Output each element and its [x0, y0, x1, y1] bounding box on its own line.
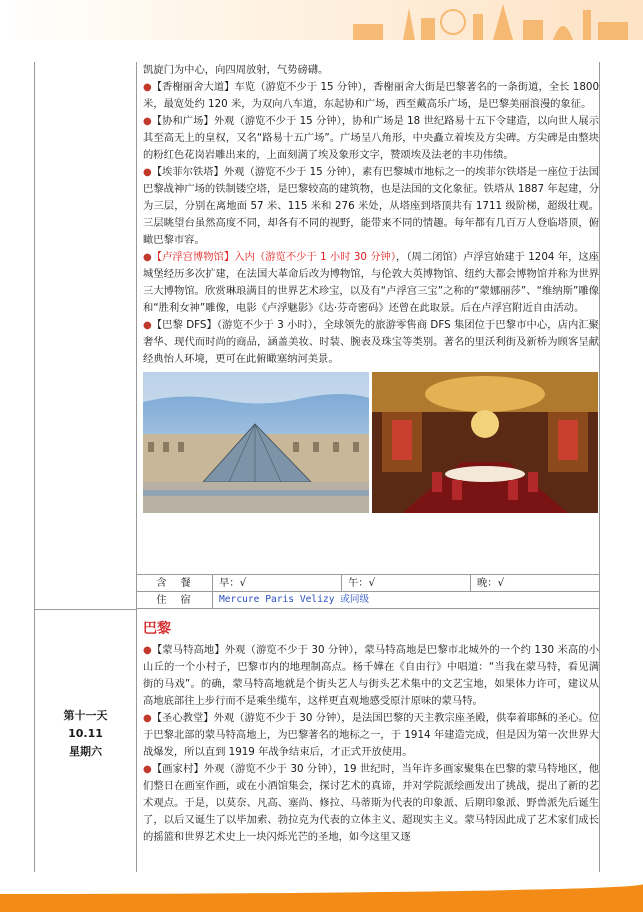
day-label: [35, 707, 136, 761]
day11-content: [143, 642, 599, 846]
attraction-title: 【画家村】: [151, 763, 204, 775]
attraction-eiffel: [143, 164, 599, 249]
attraction-title: 【香榭丽舍大道】: [151, 81, 235, 93]
meals-label: 含餐: [137, 575, 213, 591]
attraction-desc: ，是法国巴黎的天主教宗座圣殿，供奉着耶稣的圣心。位于巴黎北部的蒙马特高地上，为巴黎著名的地标之一，于 1914 年建造完成，但是因为第一次世界大战爆发，所以直到 1919 年战争结束后，才正式开放使用。: [143, 712, 600, 758]
attraction-desc: ，（周二闭馆）卢浮宫始建于 1204 年，这座城堡经历多次扩建，在法国大革命后改为博物馆，与伦敦大英博物馆、纽约大都会博物馆并称为世界三大博物馆。欣赏琳琅满目的世界艺术珍宝，以及有“卢浮宫三宝”之称的“蒙娜丽莎”、“维纳斯”雕像和“胜利女神”雕像，电影《卢浮魅影》《达·芬奇密码》还曾在此取景。后在卢浮宫附近自由活动。: [143, 251, 599, 314]
day-date: 10.11: [68, 727, 103, 740]
attraction-mode: 车览（游览不少于 15 分钟）: [234, 81, 363, 93]
attraction-mode: 外观（游览不少于 30 分钟）: [203, 763, 333, 775]
attraction-title: 【埃菲尔铁塔】: [151, 166, 224, 178]
attraction-desc: ，蒙马特高地是巴黎市北城外的一个约 130 米高的小山丘的一个小村子，巴黎市内的地理制高点。杨千嬅在《自由行》中唱道：“当我在蒙马特，看见满街的马戏”。的确，蒙马特高地就是个街头艺人与街头艺术集中的文艺宝地，如果体力许可，建议从高地底部往上步行而不是乘坐缆车，这样更直观地感受原汁原味的蒙马特。: [143, 644, 599, 707]
footer-band: [0, 884, 643, 912]
attraction-mode: 外观（游览不少于 15 分钟）: [213, 115, 342, 127]
attraction-dfs: [143, 317, 599, 368]
dinner-cell: 晚：√: [477, 577, 505, 589]
header-band: [0, 0, 643, 40]
attraction-desc: ，19 世纪时，当年许多画家聚集在巴黎的蒙马特地区，他们整日在画室作画，或在小酒馆集会，探讨艺术的真谛，并对学院派绘画发出了挑战，提出了新的艺术观点。于是，以莫奈、凡高、塞尚、修拉、马蒂斯为代表的印象派、后期印象派、野兽派先后诞生了，以后又诞生了以毕加索、勃拉克为代表的立体主义、超现实主义。蒙马特因此成了艺术家们成长的摇篮和世界艺术史上一块闪烁光芒的圣地，如今这里又逐: [143, 763, 600, 843]
attraction-mode: 外观（游览不少于 15 分钟）: [223, 166, 352, 178]
day10-content: [143, 62, 599, 513]
attraction-sacre-coeur: [143, 710, 599, 761]
hotel-label: 住宿: [137, 592, 213, 608]
day-weekday: 星期六: [69, 745, 102, 758]
bullet-icon: ●: [143, 645, 152, 656]
attraction-mode: （游览不少于 3 小时）: [216, 319, 314, 331]
attraction-mode: 入内（游览不少于 1 小时 30 分钟）: [234, 251, 397, 263]
louvre-pyramid-photo: [143, 372, 369, 513]
meals-row: [137, 575, 600, 592]
breakfast-cell: 早：√: [213, 575, 342, 591]
itinerary-table: [34, 62, 600, 872]
meals-hotel-table: [137, 574, 600, 609]
bullet-icon: ●: [143, 252, 152, 263]
day-separator: [35, 609, 136, 610]
attraction-desc: ，香榭丽舍大街是巴黎著名的一条街道，全长 1800 米，最宽处约 120 米，为双向八车道，东起协和广场，西至戴高乐广场，是巴黎美丽浪漫的象征。: [143, 81, 599, 110]
bullet-icon: ●: [143, 116, 152, 127]
attraction-title: 【协和广场】: [151, 115, 214, 127]
attraction-title: 【圣心教堂】: [151, 712, 214, 724]
attraction-mode: 外观（游览不少于 30 分钟）: [213, 712, 342, 724]
bullet-icon: ●: [143, 320, 152, 331]
day-column: [35, 62, 137, 872]
paris-skyline-icon: [343, 0, 643, 40]
attraction-montmartre: [143, 642, 599, 710]
attraction-mode: 外观（游览不少于 30 分钟）: [224, 644, 355, 656]
attraction-title: 【蒙马特高地】: [151, 644, 225, 656]
bullet-icon: ●: [143, 167, 152, 178]
attraction-louvre: [143, 249, 599, 317]
louvre-napoleon-apartments-photo: [372, 372, 598, 513]
attraction-desc: ，素有巴黎城市地标之一的埃菲尔铁塔是一座位于法国巴黎战神广场的铁制镂空塔，是巴黎较高的建筑物，也是法国的文化象征。铁塔从 1887 年起建，分为三层，分别在离地面 57 米、115 米和 276 米处，从塔座到塔顶共有 1711 级阶梯，超级壮观。三层眺望台虽然高度不同，却各有不同的视野，能带来不同的情趣。每年都有几百万人登临塔顶，俯瞰巴黎市容。: [143, 166, 600, 246]
attraction-title: 【巴黎 DFS】: [151, 319, 217, 331]
bullet-icon: ●: [143, 713, 152, 724]
attraction-desc: ，协和广场是 18 世纪路易十五下令建造，以向世人展示其至高无上的皇权，又名“路易十五广场”。广场呈八角形，中央矗立着埃及方尖碑。方尖碑是由整块的粉红色花岗岩雕出来的，上面刻满了埃及象形文字，赞颂埃及法老的丰功伟绩。: [143, 115, 600, 161]
attraction-concorde: [143, 113, 599, 164]
footer-curve: [0, 884, 643, 894]
day11-city: 巴黎: [143, 621, 171, 637]
bullet-icon: ●: [143, 764, 152, 775]
attraction-title: 【卢浮宫博物馆】: [151, 251, 235, 263]
attraction-desc: ，全球领先的旅游零售商 DFS 集团位于巴黎市中心，店内汇聚奢华、现代而时尚的商品，涵盖美妆、时装、腕表及珠宝等类别。著名的里沃利街及新桥为顾客呈献经典怡人环境，更可在此俯瞰塞纳河美景。: [143, 319, 599, 365]
photo-strip: [143, 372, 599, 513]
intro-tail: 凯旋门为中心，向四周放射，气势磅礴。: [143, 64, 329, 76]
hotel-name: Mercure Paris Velizy 或同级: [219, 594, 370, 605]
day-number: 第十一天: [63, 709, 108, 722]
attraction-champs-elysees: [143, 79, 599, 113]
hotel-row: [137, 592, 600, 609]
attraction-painters-village: [143, 761, 599, 846]
lunch-cell: 午：√: [342, 575, 471, 591]
bullet-icon: ●: [143, 82, 152, 93]
